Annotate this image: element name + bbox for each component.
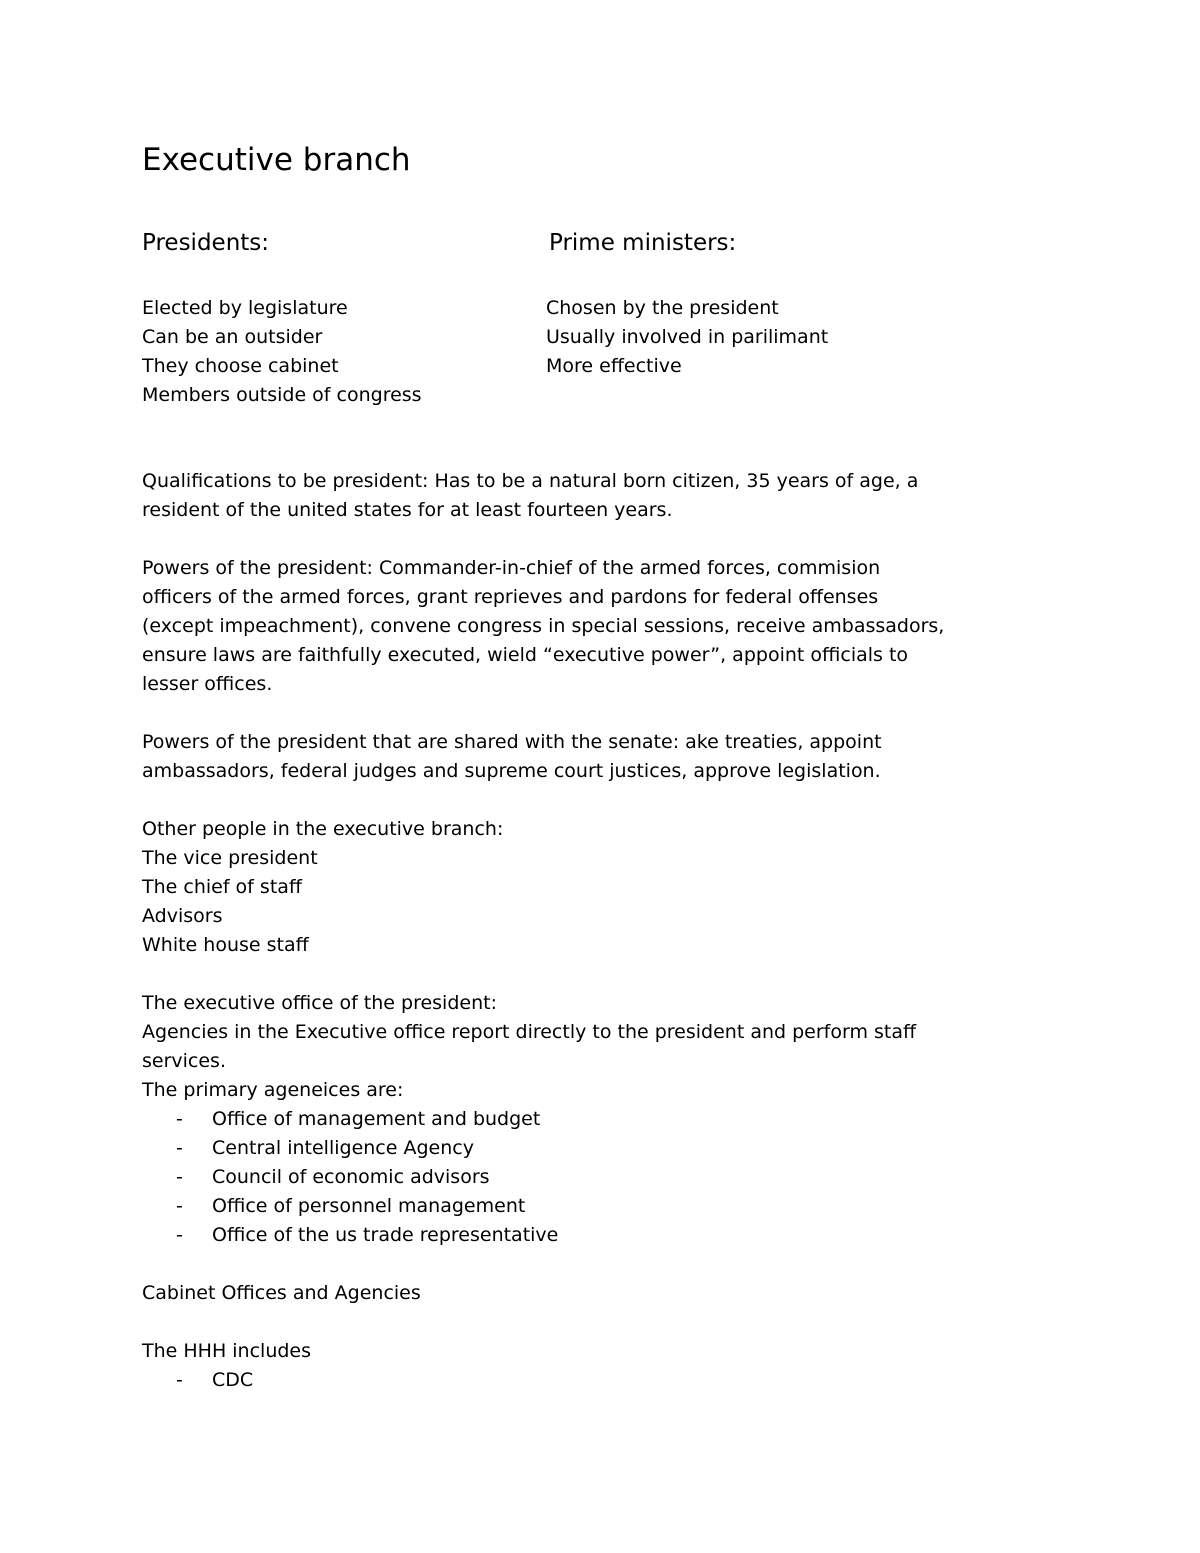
list-item-text: Office of personnel management: [212, 1195, 526, 1217]
other-people-item: The chief of staff: [142, 876, 302, 898]
powers-paragraph: [142, 554, 1062, 699]
presidents-item: Can be an outsider: [142, 326, 323, 348]
dash-bullet: -: [176, 1224, 183, 1246]
cabinet-heading: Cabinet Offices and Agencies: [142, 1282, 421, 1304]
executive-office-section: [142, 989, 1062, 1105]
dash-bullet: -: [176, 1369, 183, 1391]
agencies-list: [142, 1105, 1062, 1250]
list-item: [142, 1134, 1062, 1163]
other-people-section: [142, 815, 1062, 960]
powers-line: ensure laws are faithfully executed, wield “executive power”, appoint officials to: [142, 644, 909, 666]
presidents-item: They choose cabinet: [142, 355, 339, 377]
hhh-list: [142, 1366, 1062, 1395]
prime-ministers-item: More effective: [546, 355, 682, 377]
list-item-text: CDC: [212, 1369, 254, 1391]
hhh-heading: The HHH includes: [142, 1340, 312, 1362]
executive-office-line: Agencies in the Executive office report directly to the president and perform staff: [142, 1021, 917, 1043]
shared-powers-line: Powers of the president that are shared with the senate: ake treaties, appoint: [142, 731, 882, 753]
prime-ministers-item: Usually involved in parilimant: [546, 326, 829, 348]
list-item: [142, 1163, 1062, 1192]
executive-office-line: services.: [142, 1050, 226, 1072]
list-item-text: Office of management and budget: [212, 1108, 541, 1130]
other-people-item: White house staff: [142, 934, 309, 956]
dash-bullet: -: [176, 1108, 183, 1130]
powers-line: officers of the armed forces, grant reprieves and pardons for federal offenses: [142, 586, 879, 608]
document-title: Executive branch: [142, 142, 411, 178]
hhh-section: [142, 1337, 1062, 1366]
qualifications-line: resident of the united states for at least fourteen years.: [142, 499, 673, 521]
prime-ministers-item: Chosen by the president: [546, 297, 779, 319]
presidents-list: [142, 294, 422, 410]
dash-bullet: -: [176, 1137, 183, 1159]
other-people-item: The vice president: [142, 847, 318, 869]
prime-ministers-list: [546, 294, 828, 381]
qualifications-paragraph: [142, 467, 1062, 525]
shared-powers-line: ambassadors, federal judges and supreme court justices, approve legislation.: [142, 760, 881, 782]
executive-office-heading: The executive office of the president:: [142, 992, 497, 1014]
document-body: [142, 467, 1062, 1395]
shared-powers-paragraph: [142, 728, 1062, 786]
powers-line: Powers of the president: Commander-in-chief of the armed forces, commision: [142, 557, 881, 579]
dash-bullet: -: [176, 1166, 183, 1188]
other-people-heading: Other people in the executive branch:: [142, 818, 504, 840]
cabinet-section: [142, 1279, 1062, 1308]
dash-bullet: -: [176, 1195, 183, 1217]
qualifications-line: Qualifications to be president: Has to be a natural born citizen, 35 years of age, a: [142, 470, 919, 492]
list-item: [142, 1366, 1062, 1395]
powers-line: (except impeachment), convene congress in special sessions, receive ambassadors,: [142, 615, 945, 637]
agencies-intro: The primary ageneices are:: [142, 1079, 404, 1101]
presidents-item: Elected by legislature: [142, 297, 348, 319]
list-item-text: Council of economic advisors: [212, 1166, 490, 1188]
list-item-text: Central intelligence Agency: [212, 1137, 474, 1159]
prime-ministers-heading: Prime ministers:: [549, 230, 737, 256]
other-people-item: Advisors: [142, 905, 223, 927]
list-item: [142, 1105, 1062, 1134]
list-item: [142, 1192, 1062, 1221]
presidents-heading: Presidents:: [142, 230, 270, 256]
list-item-text: Office of the us trade representative: [212, 1224, 559, 1246]
presidents-item: Members outside of congress: [142, 384, 422, 406]
powers-line: lesser offices.: [142, 673, 273, 695]
list-item: [142, 1221, 1062, 1250]
